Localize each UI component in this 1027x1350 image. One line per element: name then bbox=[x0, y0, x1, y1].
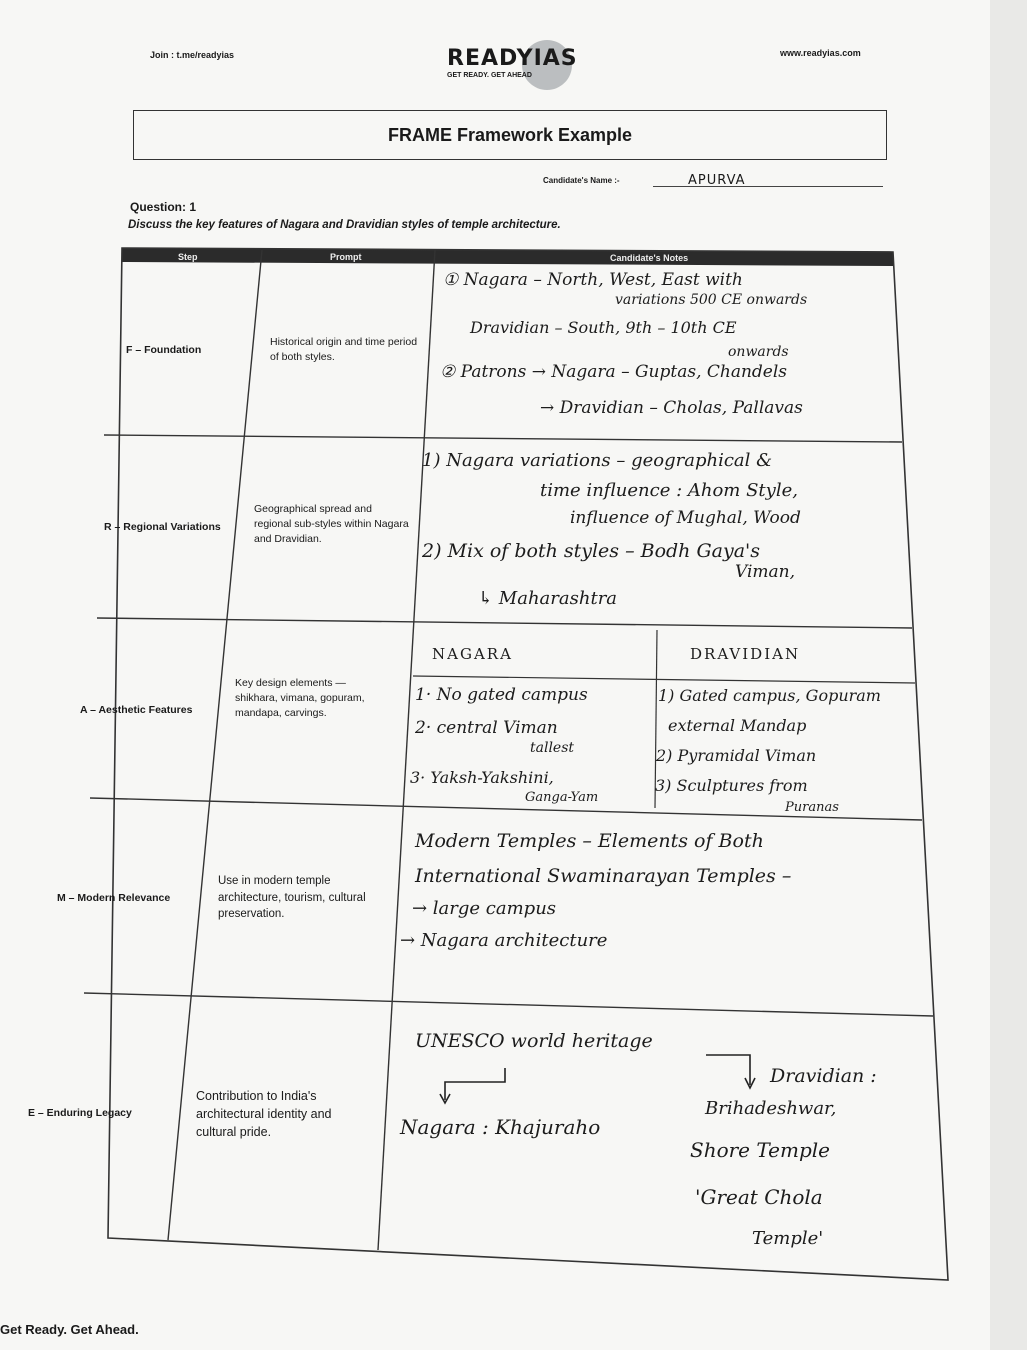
logo-text: READYIAS bbox=[447, 46, 578, 71]
header-step: Step bbox=[178, 252, 198, 262]
notes-enduring-5: Shore Temple bbox=[690, 1138, 830, 1162]
notes-regional-2: time influence : Ahom Style, bbox=[540, 480, 798, 501]
logo-tagline: GET READY. GET AHEAD bbox=[447, 72, 532, 79]
notes-enduring-3: Dravidian : bbox=[770, 1065, 877, 1087]
nagara-note-3: tallest bbox=[530, 740, 575, 756]
prompt-modern: Use in modern temple architecture, tourism, cultural preservation. bbox=[218, 875, 366, 921]
notes-modern-1: Modern Temples – Elements of Both bbox=[415, 830, 764, 852]
dravidian-note-1: 1) Gated campus, Gopuram bbox=[658, 686, 881, 705]
notes-foundation-1: ① Nagara – North, West, East with bbox=[443, 270, 743, 290]
question-text: Discuss the key features of Nagara and Dravidian styles of temple architecture. bbox=[128, 219, 561, 231]
nagara-note-1: 1· No gated campus bbox=[415, 685, 588, 705]
notes-enduring-6: 'Great Chola bbox=[695, 1185, 823, 1209]
notes-enduring-7: Temple' bbox=[752, 1228, 824, 1249]
notes-enduring-1: UNESCO world heritage bbox=[415, 1030, 653, 1052]
notes-enduring-4: Brihadeshwar, bbox=[705, 1098, 837, 1119]
notes-modern-3: → large campus bbox=[412, 898, 557, 919]
notes-foundation-2: variations 500 CE onwards bbox=[615, 292, 808, 308]
step-modern: M – Modern Relevance bbox=[57, 892, 171, 904]
dravidian-note-4: 3) Sculptures from bbox=[655, 776, 808, 795]
notes-foundation-3: Dravidian – South, 9th – 10th CE bbox=[470, 318, 737, 337]
nagara-heading: NAGARA bbox=[432, 645, 513, 663]
dravidian-note-5: Puranas bbox=[785, 800, 839, 815]
dravidian-heading: DRAVIDIAN bbox=[690, 645, 801, 663]
prompt-foundation: Historical origin and time period of both styles. bbox=[270, 336, 418, 364]
candidate-name-label: Candidate's Name :- bbox=[543, 176, 620, 185]
step-enduring: E – Enduring Legacy bbox=[28, 1107, 132, 1119]
telegram-link: Join : t.me/readyias bbox=[150, 50, 235, 60]
nagara-note-4: 3· Yaksh-Yakshini, bbox=[410, 768, 554, 787]
notes-regional-5: Viman, bbox=[735, 562, 796, 582]
notes-modern-2: International Swaminarayan Temples – bbox=[415, 865, 792, 887]
notes-foundation-6: → Dravidian – Cholas, Pallavas bbox=[540, 398, 803, 418]
page-title: FRAME Framework Example bbox=[133, 110, 887, 160]
nagara-note-5: Ganga-Yam bbox=[525, 790, 599, 805]
dravidian-note-2: external Mandap bbox=[668, 716, 807, 735]
website-url: www.readyias.com bbox=[780, 48, 861, 58]
prompt-regional: Geographical spread and regional sub-styles within Nagara and Dravidian. bbox=[254, 503, 409, 546]
prompt-aesthetic: Key design elements — shikhara, vimana, gopuram, mandapa, carvings. bbox=[235, 677, 365, 720]
dravidian-note-3: 2) Pyramidal Viman bbox=[656, 746, 817, 765]
notes-regional-1: 1) Nagara variations – geographical & bbox=[422, 450, 773, 471]
notes-regional-6: ↳ Maharashtra bbox=[478, 588, 618, 609]
footer-tagline: Get Ready. Get Ahead. bbox=[0, 1322, 139, 1337]
notes-foundation-5: ② Patrons → Nagara – Guptas, Chandels bbox=[440, 362, 788, 382]
prompt-enduring: Contribution to India's architectural identity and cultural pride. bbox=[196, 1089, 332, 1140]
notes-foundation-4: onwards bbox=[728, 344, 789, 360]
candidate-name-value: APURVA bbox=[688, 173, 746, 188]
nagara-note-2: 2· central Viman bbox=[415, 718, 558, 738]
step-regional: R – Regional Variations bbox=[104, 521, 221, 533]
step-foundation: F – Foundation bbox=[126, 344, 202, 356]
notes-regional-4: 2) Mix of both styles – Bodh Gaya's bbox=[422, 540, 761, 562]
step-aesthetic: A – Aesthetic Features bbox=[80, 704, 193, 716]
header-notes: Candidate's Notes bbox=[610, 253, 689, 263]
notes-regional-3: influence of Mughal, Wood bbox=[570, 508, 801, 528]
notes-enduring-2: Nagara : Khajuraho bbox=[400, 1115, 601, 1139]
question-label: Question: 1 bbox=[130, 200, 197, 214]
notes-modern-4: → Nagara architecture bbox=[400, 930, 608, 951]
header-prompt: Prompt bbox=[330, 252, 362, 262]
